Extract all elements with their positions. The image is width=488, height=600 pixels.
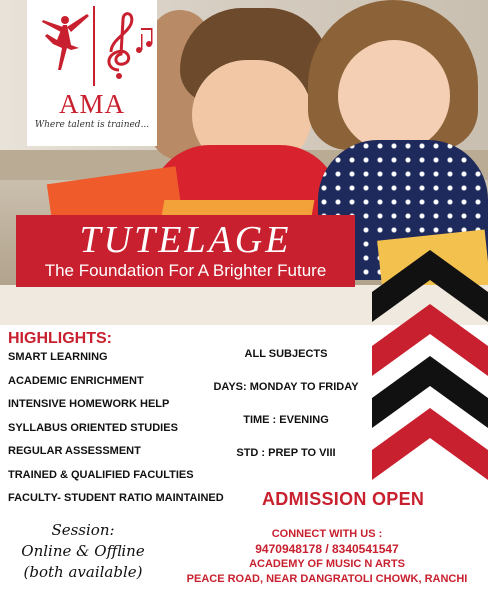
chevron-red-2: [372, 408, 488, 480]
highlight-item: REGULAR ASSESSMENT: [8, 445, 141, 457]
highlight-item: INTENSIVE HOMEWORK HELP: [8, 398, 170, 410]
session-mode: Online & Offline: [21, 542, 145, 560]
info-standard: STD : PREP TO VIII: [236, 447, 336, 459]
course-info-list: [196, 347, 376, 479]
info-time: TIME : EVENING: [243, 414, 329, 426]
program-title: TUTELAGE: [79, 219, 292, 261]
logo-name: AMA: [58, 89, 125, 119]
contact-heading: CONNECT WITH US :: [271, 528, 383, 540]
highlight-item: FACULTY- STUDENT RATIO MAINTAINED: [8, 492, 224, 504]
academy-logo: [27, 0, 157, 146]
contact-block: [166, 527, 488, 587]
title-banner: [16, 215, 355, 287]
logo-tagline: Where talent is trained...: [34, 120, 150, 130]
highlight-item: SYLLABUS ORIENTED STUDIES: [8, 421, 178, 434]
session-note: (both available): [23, 563, 143, 581]
contact-phones[interactable]: 9470948178 / 8340541547: [255, 542, 399, 556]
academy-address: PEACE ROAD, NEAR DANGRATOLI CHOWK, RANCHI: [186, 573, 468, 585]
session-info: [8, 520, 158, 583]
highlight-item: SMART LEARNING: [8, 351, 108, 363]
chevron-arrows-icon: [372, 250, 488, 480]
highlights-list: [8, 350, 224, 515]
highlight-item: TRAINED & QUALIFIED FACULTIES: [8, 468, 194, 481]
admission-open-heading: ADMISSION OPEN: [262, 489, 425, 509]
session-label: Session:: [51, 521, 115, 539]
highlight-item: ACADEMIC ENRICHMENT: [8, 374, 144, 387]
program-subtitle: The Foundation For A Brighter Future: [44, 261, 327, 280]
highlights-heading: HIGHLIGHTS:: [8, 330, 112, 347]
dancer-and-treble-clef-icon: [27, 0, 157, 90]
info-days: DAYS: MONDAY TO FRIDAY: [213, 381, 359, 393]
academy-name: ACADEMY OF MUSIC N ARTS: [249, 558, 405, 570]
info-subjects: ALL SUBJECTS: [244, 348, 328, 360]
